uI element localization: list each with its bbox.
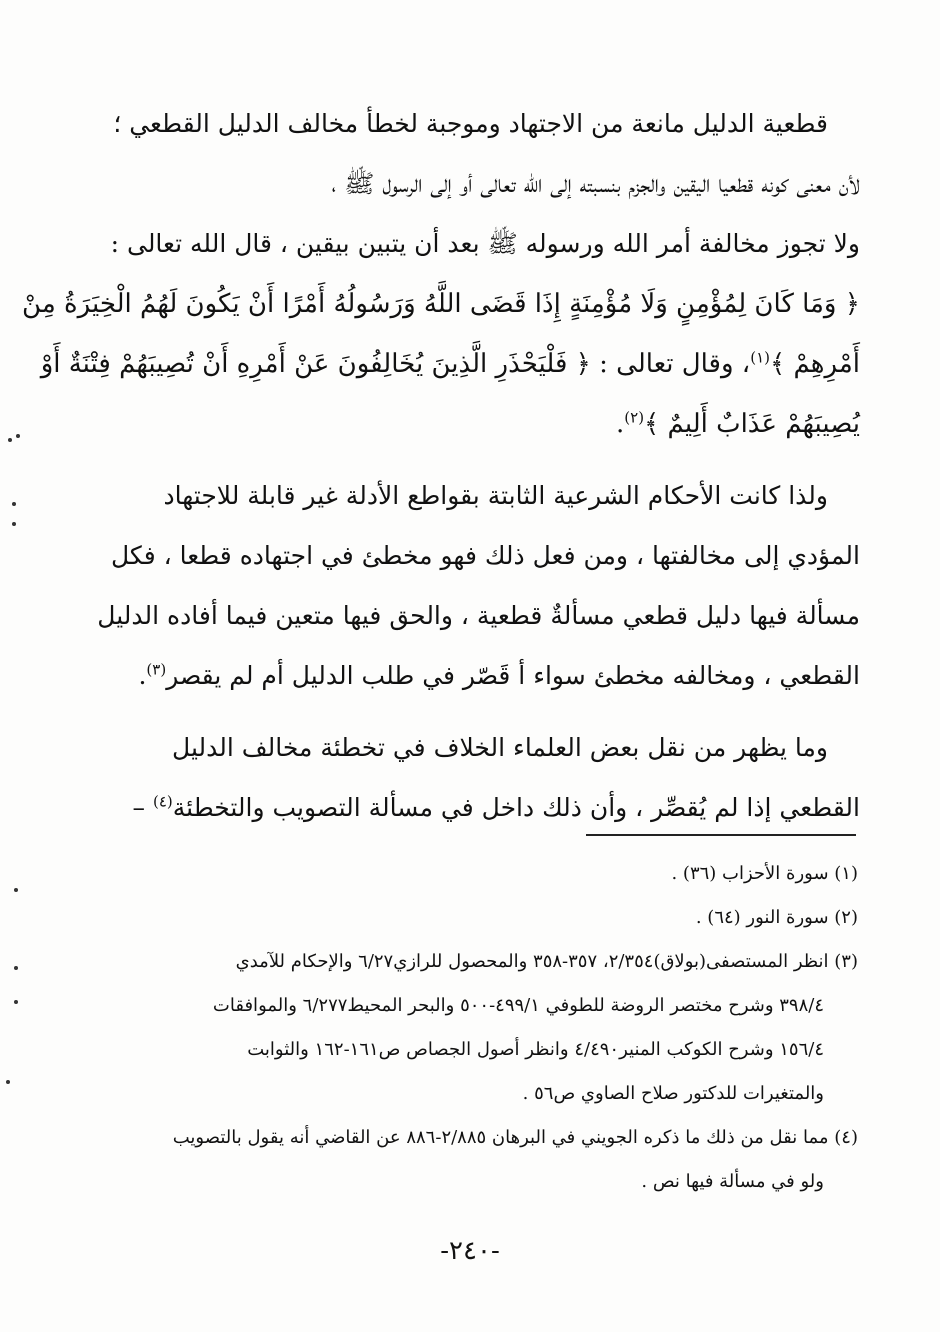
paragraph-3 xyxy=(118,718,860,838)
scan-speck xyxy=(14,966,18,970)
period: . xyxy=(616,409,625,439)
scan-speck xyxy=(8,438,12,442)
footnote-line: (١) سورة الأحزاب (٣٦) . xyxy=(671,863,858,884)
paragraph-1 xyxy=(22,94,860,454)
scan-speck xyxy=(6,1080,10,1084)
text-line: قطعية الدليل مانعة من الاجتهاد وموجبة لخطأ مخالف الدليل القطعي ؛ xyxy=(113,109,828,138)
footnote-2 xyxy=(118,896,858,940)
footnote-ref-2: (٢) xyxy=(624,408,645,427)
text-line: وما يظهر من نقل بعض العلماء الخلاف في تخطئة مخالف الدليل xyxy=(172,733,828,762)
scan-speck xyxy=(16,434,20,438)
page-number: -٢٤٠- xyxy=(440,1236,500,1266)
footnote-separator xyxy=(586,834,856,836)
text-segment: القطعي إذا لم يُقصِّر ، وأن ذلك داخل في مسألة التصويب والتخطئة xyxy=(172,793,860,822)
scan-speck xyxy=(14,1000,18,1004)
footnote-line: ١٥٦/٤ وشرح الكوكب المنير٤/٤٩٠ وانظر أصول الجصاص ص١٦١-١٦٢ والثوابت xyxy=(247,1039,824,1060)
text-line: المؤدي إلى مخالفتها ، ومن فعل ذلك فهو مخطئ في اجتهاده قطعا ، فكل xyxy=(110,541,860,570)
footnote-line: ولو في مسألة فيها نص . xyxy=(641,1171,824,1192)
text-line xyxy=(118,778,860,838)
footnote-3 xyxy=(118,940,858,1116)
footnote-1 xyxy=(118,852,858,896)
quran-verse-line: ﴿ وَمَا كَانَ لِمُؤْمِنٍ وَلَا مُؤْمِنَةٍ إِذَا قَضَى اللَّهُ وَرَسُولُهُ أَمْرًا أَنْ يَكُونَ لَهُمُ الْخِيَرَةُ مِنْ xyxy=(22,289,860,319)
text-line: مسألة فيها دليل قطعي مسألةٌ قطعية ، والحق فيها متعين فيما أفاده الدليل xyxy=(97,601,860,630)
quran-verse-text: يُصِيبَهُمْ عَذَابٌ أَلِيمٌ ﴾ xyxy=(644,409,860,439)
scan-speck xyxy=(14,888,18,892)
text-line xyxy=(118,646,860,706)
dash: – xyxy=(132,793,153,822)
main-text xyxy=(22,94,860,838)
footnote-line: (٣) انظر المستصفى(بولاق)٢/٣٥٤، ٣٥٧-٣٥٨ والمحصول للرازي٦/٢٧ والإحكام للآمدي xyxy=(235,951,858,972)
text-segment: القطعي ، ومخالفه مخطئ سواء أ قَصّر في طلب الدليل أم لم يقصر xyxy=(166,661,860,690)
quran-verse-text: أَمْرِهِمْ ﴾ xyxy=(769,349,860,379)
footnote-line: (٤) مما نقل من ذلك ما ذكره الجويني في البرهان ٢/٨٨٥-٨٨٦ عن القاضي أنه يقول بالتصويب xyxy=(172,1127,858,1148)
footnote-line: والمتغيرات للدكتور صلاح الصاوي ص٥٦ . xyxy=(522,1083,824,1104)
quran-verse-line xyxy=(40,334,860,394)
text-line: ولذا كانت الأحكام الشرعية الثابتة بقواطع الأدلة غير قابلة للاجتهاد xyxy=(163,481,828,510)
footnote-ref-3: (٣) xyxy=(146,660,167,679)
footnote-line: ٣٩٨/٤ وشرح مختصر الروضة للطوفي ٤٩٩/١-٥٠٠ والبحر المحيط٦/٢٧٧ والموافقات xyxy=(212,995,824,1016)
scan-speck xyxy=(12,522,16,526)
period: . xyxy=(138,661,147,690)
footnotes xyxy=(118,852,858,1204)
footnote-4 xyxy=(118,1116,858,1204)
paragraph-2 xyxy=(97,466,860,706)
text-line: لأن معنى كونه قطعيا اليقين والجزم بنسبته إلى الله تعالى أو إلى الرسول ﷺ ، xyxy=(331,169,860,198)
scan-speck xyxy=(12,502,16,506)
quran-verse-line xyxy=(118,394,860,454)
footnote-ref-1: (١) xyxy=(750,348,770,367)
text-line: ولا تجوز مخالفة أمر الله ورسوله ﷺ بعد أن يتبين بيقين ، قال الله تعالى : xyxy=(110,229,860,258)
quran-verse-text: ، وقال تعالى : ﴿ فَلْيَحْذَرِ الَّذِينَ يُخَالِفُونَ عَنْ أَمْرِهِ أَنْ تُصِيبَهُمْ فِتْنَةٌ أَوْ xyxy=(40,349,751,379)
footnote-line: (٢) سورة النور (٦٤) . xyxy=(695,907,858,928)
footnote-ref-4: (٤) xyxy=(152,792,173,811)
